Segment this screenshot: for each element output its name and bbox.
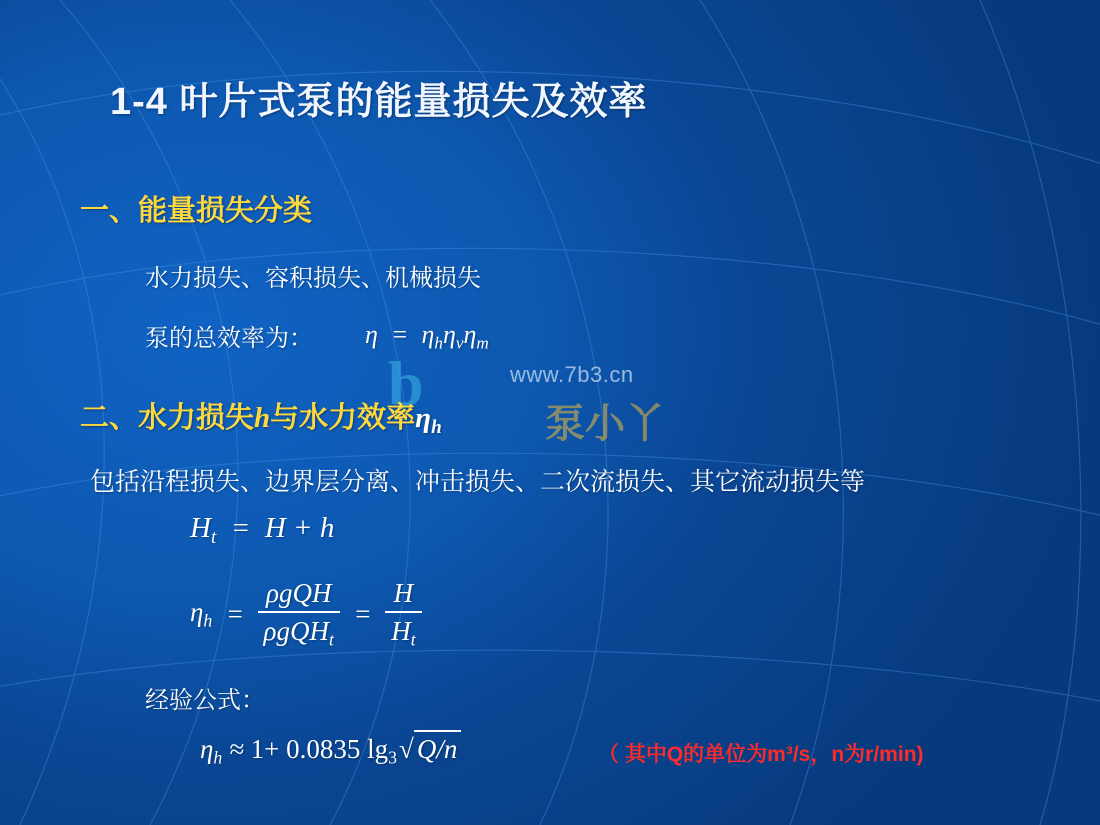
watermark-brand: 泵小丫 bbox=[545, 402, 665, 446]
radical-sign: √ Q/n bbox=[397, 730, 461, 765]
eta-h: $\eta_h$ bbox=[421, 320, 443, 353]
formula-hydraulic-efficiency bbox=[190, 578, 422, 650]
equals-sign: = bbox=[384, 320, 415, 349]
eq-sign-1: = bbox=[219, 598, 251, 629]
radicand: Q/n bbox=[414, 730, 462, 765]
section-2-heading bbox=[80, 395, 442, 439]
ht-equals: = bbox=[223, 512, 258, 544]
fraction-2-denominator: $H_t$ bbox=[391, 616, 416, 650]
watermark-logo: b bbox=[388, 348, 424, 419]
fraction-1-denominator: ρgQH$_t$ bbox=[263, 616, 334, 650]
fraction-1-numerator: ρgQH bbox=[258, 578, 340, 613]
fraction-2-numerator: H bbox=[385, 578, 421, 613]
section-2-heading-h: h bbox=[254, 402, 271, 434]
empirical-formula-label: 经验公式： bbox=[145, 687, 265, 714]
section-2-heading-eta: $\eta_h$ bbox=[415, 402, 442, 439]
section-2-line-1: 包括沿程损失、边界层分离、冲击损失、二次流损失、其它流动损失等 bbox=[90, 468, 866, 496]
formula-ht bbox=[190, 512, 334, 549]
unit-note: （ 其中Q的单位为m³/s，n为r/min) bbox=[598, 743, 924, 766]
section-2-heading-before: 二、水力损失 bbox=[80, 402, 255, 434]
section-1-line-2-label: 泵的总效率为： bbox=[145, 325, 313, 352]
eq-sign-2: = bbox=[346, 598, 379, 629]
fraction-2 bbox=[385, 578, 421, 650]
section-2-heading-eta-sub: h bbox=[431, 417, 442, 439]
eta-v: $\eta_v$ bbox=[442, 320, 464, 353]
ht-symbol: $H_t$ bbox=[190, 512, 217, 549]
total-efficiency-formula bbox=[365, 320, 489, 353]
eta-symbol: η bbox=[365, 320, 378, 349]
eta-m: $\eta_m$ bbox=[463, 320, 489, 353]
section-1-heading: 一、能量损失分类 bbox=[80, 195, 313, 227]
empirical-formula bbox=[200, 730, 461, 769]
fraction-1 bbox=[258, 578, 340, 650]
ht-rhs: H + h bbox=[264, 512, 335, 544]
watermark-url: www.7b3.cn bbox=[510, 362, 634, 387]
eta-h-lhs: $\eta_h$ bbox=[190, 596, 213, 631]
empirical-eta: $\eta_h$ bbox=[200, 734, 223, 768]
empirical-approx: ≈ bbox=[229, 734, 244, 764]
empirical-body: 1+ 0.0835 lg bbox=[250, 734, 389, 764]
root-index: 3 bbox=[388, 747, 398, 768]
section-2-heading-mid: 与水力效率 bbox=[270, 402, 416, 434]
section-1-line-1: 水力损失、容积损失、机械损失 bbox=[145, 265, 481, 292]
page-title: 1-4 叶片式泵的能量损失及效率 bbox=[110, 81, 648, 123]
